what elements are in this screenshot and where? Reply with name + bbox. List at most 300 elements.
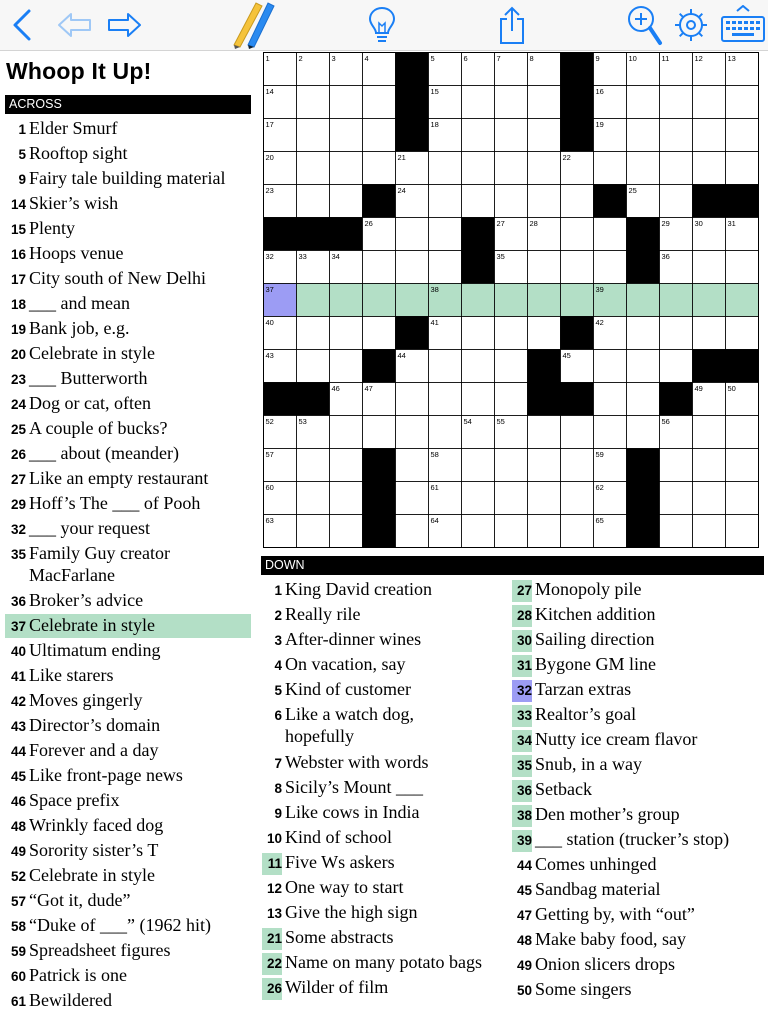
down-clue[interactable] — [512, 878, 764, 902]
grid-cell[interactable] — [363, 119, 396, 152]
grid-cell[interactable] — [429, 350, 462, 383]
clue-text: Sandbag material — [535, 879, 661, 899]
cell-number: 62 — [595, 483, 604, 492]
grid-cell[interactable] — [363, 317, 396, 350]
down-clue[interactable] — [512, 953, 764, 977]
grid-cell[interactable] — [726, 416, 759, 449]
down-clue[interactable] — [262, 851, 508, 875]
grid-cell[interactable] — [528, 251, 561, 284]
grid-cell[interactable] — [429, 185, 462, 218]
settings-gear-icon[interactable] — [671, 0, 711, 50]
cell-number: 11 — [661, 54, 670, 63]
clue-text: Plenty — [29, 218, 76, 238]
grid-cell[interactable] — [495, 86, 528, 119]
cell-number: 46 — [331, 384, 340, 393]
grid-cell[interactable] — [330, 284, 363, 317]
across-clue[interactable] — [5, 764, 251, 788]
across-clue[interactable] — [5, 417, 251, 441]
grid-cell[interactable] — [330, 449, 363, 482]
grid-cell[interactable] — [561, 482, 594, 515]
grid-cell[interactable] — [660, 482, 693, 515]
across-clue[interactable] — [5, 492, 251, 516]
grid-cell[interactable] — [627, 284, 660, 317]
grid-cell[interactable] — [726, 152, 759, 185]
grid-cell[interactable] — [429, 416, 462, 449]
across-clue[interactable] — [5, 989, 251, 1013]
grid-cell[interactable] — [726, 119, 759, 152]
grid-cell[interactable] — [660, 350, 693, 383]
down-clue[interactable] — [262, 653, 508, 677]
across-clue[interactable] — [5, 192, 251, 216]
clue-text: Setback — [535, 779, 592, 799]
clue-text: Den mother’s group — [535, 804, 680, 824]
clue-number: 58 — [10, 919, 26, 934]
grid-cell[interactable] — [297, 515, 330, 548]
clue-text: Webster with words — [285, 752, 429, 772]
previous-word-icon[interactable] — [55, 0, 95, 50]
down-clue[interactable] — [262, 901, 508, 925]
clue-text: Broker’s advice — [29, 590, 144, 610]
clue-number: 10 — [266, 831, 282, 846]
clue-number: 12 — [266, 881, 282, 896]
grid-cell[interactable] — [627, 119, 660, 152]
down-clue[interactable] — [512, 603, 764, 627]
grid-cell[interactable] — [330, 350, 363, 383]
grid-cell[interactable] — [726, 449, 759, 482]
grid-cell[interactable] — [330, 152, 363, 185]
grid-cell[interactable] — [528, 317, 561, 350]
grid-cell[interactable] — [396, 482, 429, 515]
down-clue[interactable] — [262, 976, 508, 1000]
grid-block — [561, 53, 594, 86]
clue-number: 16 — [10, 247, 26, 262]
across-clue[interactable] — [5, 167, 251, 191]
clue-number: 28 — [512, 605, 532, 627]
grid-cell[interactable] — [297, 119, 330, 152]
cell-number: 20 — [265, 153, 274, 162]
grid-block — [660, 383, 693, 416]
cell-number: 7 — [496, 54, 501, 63]
clue-text: Celebrate in style — [29, 865, 155, 885]
clue-text: Hoff’s The ___ of Pooh — [29, 493, 201, 513]
clue-number: 21 — [262, 928, 282, 950]
clue-text: Kind of customer — [285, 679, 411, 699]
grid-cell[interactable] — [693, 251, 726, 284]
zoom-in-icon[interactable] — [624, 0, 664, 50]
cell-number: 49 — [694, 384, 703, 393]
grid-cell[interactable] — [528, 86, 561, 119]
grid-cell[interactable] — [495, 317, 528, 350]
across-clue[interactable] — [5, 292, 251, 316]
across-clue[interactable] — [5, 589, 251, 613]
grid-cell[interactable] — [462, 119, 495, 152]
clue-number: 41 — [10, 669, 26, 684]
grid-cell[interactable] — [396, 449, 429, 482]
down-clue[interactable] — [512, 653, 764, 677]
down-clue[interactable] — [262, 703, 508, 747]
cell-number: 9 — [595, 54, 600, 63]
grid-cell[interactable] — [495, 119, 528, 152]
clue-text: Celebrate in style — [29, 615, 155, 635]
grid-cell[interactable] — [462, 383, 495, 416]
grid-cell[interactable] — [528, 119, 561, 152]
grid-cell[interactable] — [429, 218, 462, 251]
grid-cell[interactable] — [297, 284, 330, 317]
grid-cell[interactable] — [660, 284, 693, 317]
grid-cell[interactable] — [726, 251, 759, 284]
across-clue[interactable] — [5, 342, 251, 366]
across-clue[interactable] — [5, 392, 251, 416]
down-clue[interactable] — [512, 778, 764, 802]
grid-cell[interactable] — [495, 482, 528, 515]
across-clue[interactable] — [5, 889, 251, 913]
down-clue[interactable] — [512, 678, 764, 702]
grid-block — [561, 383, 594, 416]
clue-text: Like front-page news — [29, 765, 183, 785]
grid-cell[interactable] — [396, 251, 429, 284]
grid-cell[interactable] — [462, 449, 495, 482]
across-clue[interactable] — [5, 639, 251, 663]
grid-cell[interactable] — [330, 515, 363, 548]
keyboard-icon[interactable] — [718, 0, 768, 50]
clue-number: 43 — [10, 719, 26, 734]
clue-text: On vacation, say — [285, 654, 406, 674]
across-clue[interactable] — [5, 739, 251, 763]
grid-cell[interactable] — [297, 482, 330, 515]
grid-cell[interactable] — [693, 284, 726, 317]
grid-cell[interactable] — [726, 284, 759, 317]
grid-cell[interactable] — [495, 185, 528, 218]
down-clue[interactable] — [512, 578, 764, 602]
grid-block — [561, 119, 594, 152]
cell-number: 38 — [430, 285, 439, 294]
grid-cell[interactable] — [561, 284, 594, 317]
across-clue[interactable] — [5, 664, 251, 688]
grid-cell[interactable] — [330, 482, 363, 515]
grid-cell[interactable] — [726, 86, 759, 119]
down-clue[interactable] — [262, 578, 508, 602]
grid-cell[interactable] — [594, 251, 627, 284]
clue-number: 44 — [10, 744, 26, 759]
across-clue[interactable] — [5, 689, 251, 713]
grid-cell[interactable] — [594, 383, 627, 416]
down-clue[interactable] — [262, 951, 508, 975]
grid-cell[interactable] — [462, 185, 495, 218]
grid-cell[interactable] — [693, 119, 726, 152]
clue-text: ___ and mean — [29, 293, 130, 313]
grid-cell[interactable] — [396, 416, 429, 449]
across-clue[interactable] — [5, 242, 251, 266]
grid-cell[interactable] — [495, 152, 528, 185]
pencil-pen-icon[interactable] — [224, 0, 284, 50]
clue-number: 36 — [10, 594, 26, 609]
across-clue[interactable] — [5, 317, 251, 341]
down-clue[interactable] — [262, 826, 508, 850]
grid-cell[interactable] — [528, 152, 561, 185]
grid-cell[interactable] — [363, 86, 396, 119]
clue-number: 45 — [516, 883, 532, 898]
grid-cell[interactable] — [627, 317, 660, 350]
grid-cell[interactable] — [726, 515, 759, 548]
cell-number: 4 — [364, 54, 369, 63]
grid-block — [396, 317, 429, 350]
grid-cell[interactable] — [330, 317, 363, 350]
grid-cell[interactable] — [627, 86, 660, 119]
down-clue[interactable] — [512, 903, 764, 927]
grid-cell[interactable] — [693, 416, 726, 449]
down-clue[interactable] — [262, 678, 508, 702]
clue-text: Bewildered — [29, 990, 112, 1010]
grid-cell[interactable] — [330, 416, 363, 449]
grid-cell[interactable] — [297, 317, 330, 350]
grid-cell[interactable] — [297, 449, 330, 482]
grid-cell[interactable] — [462, 350, 495, 383]
grid-block — [528, 350, 561, 383]
clue-number: 35 — [10, 547, 26, 562]
grid-cell[interactable] — [627, 152, 660, 185]
grid-cell[interactable] — [396, 515, 429, 548]
grid-cell[interactable] — [627, 383, 660, 416]
down-clue[interactable] — [512, 703, 764, 727]
clue-number: 1 — [274, 583, 282, 598]
grid-cell[interactable] — [462, 317, 495, 350]
grid-cell[interactable] — [330, 185, 363, 218]
across-clue[interactable] — [5, 467, 251, 491]
grid-cell[interactable] — [693, 449, 726, 482]
cell-number: 16 — [595, 87, 604, 96]
clue-number: 37 — [10, 619, 26, 634]
grid-cell[interactable] — [726, 482, 759, 515]
grid-cell[interactable] — [297, 185, 330, 218]
next-word-icon[interactable] — [104, 0, 144, 50]
grid-cell[interactable] — [363, 152, 396, 185]
grid-cell[interactable] — [297, 152, 330, 185]
across-clue[interactable] — [5, 964, 251, 988]
hint-lightbulb-icon[interactable] — [362, 0, 402, 50]
clue-number: 5 — [274, 683, 282, 698]
grid-cell[interactable] — [627, 416, 660, 449]
cell-number: 26 — [364, 219, 373, 228]
down-clue[interactable] — [262, 628, 508, 652]
down-clue[interactable] — [262, 603, 508, 627]
grid-cell[interactable] — [528, 515, 561, 548]
clue-number: 13 — [266, 906, 282, 921]
clue-text: ___ Butterworth — [29, 368, 148, 388]
grid-cell[interactable] — [693, 86, 726, 119]
across-clue[interactable] — [5, 914, 251, 938]
grid-cell[interactable] — [528, 482, 561, 515]
grid-cell[interactable] — [297, 350, 330, 383]
clue-number: 31 — [512, 655, 532, 677]
grid-cell[interactable] — [495, 284, 528, 317]
clue-number: 39 — [512, 830, 532, 852]
cell-number: 36 — [661, 252, 670, 261]
grid-cell[interactable] — [429, 383, 462, 416]
across-clue[interactable] — [5, 789, 251, 813]
down-clue[interactable] — [512, 928, 764, 952]
cell-number: 41 — [430, 318, 439, 327]
puzzle-title: Whoop It Up! — [6, 58, 152, 84]
grid-cell[interactable] — [693, 482, 726, 515]
share-icon[interactable] — [492, 0, 532, 50]
clue-text: Hoops venue — [29, 243, 124, 263]
cell-number: 27 — [496, 219, 505, 228]
grid-cell[interactable] — [429, 152, 462, 185]
down-clue[interactable] — [262, 876, 508, 900]
across-clue[interactable] — [5, 142, 251, 166]
cell-number: 63 — [265, 516, 274, 525]
across-clue[interactable] — [5, 442, 251, 466]
grid-cell[interactable] — [693, 515, 726, 548]
grid-cell[interactable] — [495, 515, 528, 548]
cell-number: 47 — [364, 384, 373, 393]
clue-number: 49 — [516, 958, 532, 973]
grid-cell[interactable] — [660, 515, 693, 548]
clue-text: Forever and a day — [29, 740, 159, 760]
clue-text: Some abstracts — [285, 927, 394, 947]
grid-cell[interactable] — [462, 152, 495, 185]
clue-text: Rooftop sight — [29, 143, 128, 163]
grid-cell[interactable] — [396, 284, 429, 317]
down-clue[interactable] — [262, 751, 508, 775]
grid-cell[interactable] — [495, 350, 528, 383]
grid-cell[interactable] — [330, 119, 363, 152]
grid-cell[interactable] — [660, 152, 693, 185]
toolbar — [0, 0, 768, 51]
across-clue[interactable] — [5, 864, 251, 888]
across-clue[interactable] — [5, 117, 251, 141]
grid-cell[interactable] — [660, 86, 693, 119]
clue-number: 11 — [262, 853, 282, 875]
clue-text: Sicily’s Mount ___ — [285, 777, 424, 797]
cell-number: 15 — [430, 87, 439, 96]
grid-cell[interactable] — [363, 284, 396, 317]
clue-text: Getting by, with “out” — [535, 904, 695, 924]
grid-cell[interactable] — [528, 185, 561, 218]
down-clue[interactable] — [512, 753, 764, 777]
grid-cell[interactable] — [594, 350, 627, 383]
down-clue[interactable] — [512, 828, 764, 852]
grid-cell[interactable] — [429, 251, 462, 284]
clue-text: Sailing direction — [535, 629, 655, 649]
grid-cell[interactable] — [660, 185, 693, 218]
grid-block — [462, 218, 495, 251]
down-clue[interactable] — [262, 926, 508, 950]
grid-cell[interactable] — [528, 449, 561, 482]
grid-cell[interactable] — [660, 449, 693, 482]
clue-text: ___ about (meander) — [29, 443, 179, 463]
grid-cell[interactable] — [297, 86, 330, 119]
cell-number: 13 — [727, 54, 736, 63]
across-clue[interactable] — [5, 939, 251, 963]
grid-cell[interactable] — [726, 317, 759, 350]
grid-cell[interactable] — [330, 86, 363, 119]
down-clue[interactable] — [262, 801, 508, 825]
across-clue[interactable] — [5, 839, 251, 863]
clue-number: 20 — [10, 347, 26, 362]
grid-cell[interactable] — [462, 515, 495, 548]
grid-cell[interactable] — [462, 86, 495, 119]
cell-number: 40 — [265, 318, 274, 327]
crossword-grid[interactable] — [263, 52, 759, 548]
clue-number: 2 — [274, 608, 282, 623]
grid-cell[interactable] — [660, 317, 693, 350]
grid-cell[interactable] — [561, 449, 594, 482]
across-clue[interactable] — [5, 367, 251, 391]
clue-number: 8 — [274, 781, 282, 796]
grid-cell[interactable] — [495, 449, 528, 482]
grid-cell[interactable] — [693, 317, 726, 350]
grid-cell[interactable] — [693, 152, 726, 185]
clue-number: 3 — [274, 633, 282, 648]
back-arrow-icon[interactable] — [2, 0, 42, 50]
across-clue[interactable] — [5, 614, 251, 638]
grid-cell[interactable] — [561, 515, 594, 548]
grid-cell[interactable] — [660, 119, 693, 152]
across-clue[interactable] — [5, 217, 251, 241]
clue-number: 26 — [262, 978, 282, 1000]
grid-cell[interactable] — [561, 218, 594, 251]
grid-cell[interactable] — [396, 383, 429, 416]
across-header: ACROSS — [5, 95, 251, 114]
grid-block — [264, 383, 297, 416]
grid-cell[interactable] — [594, 218, 627, 251]
grid-cell[interactable] — [462, 482, 495, 515]
clue-number: 6 — [274, 708, 282, 723]
grid-block — [561, 86, 594, 119]
clue-number: 60 — [10, 969, 26, 984]
grid-cell[interactable] — [561, 416, 594, 449]
grid-block — [363, 350, 396, 383]
down-clue[interactable] — [512, 978, 764, 1002]
down-clue[interactable] — [512, 728, 764, 752]
clue-number: 9 — [18, 172, 26, 187]
down-clue[interactable] — [512, 803, 764, 827]
grid-cell[interactable] — [495, 383, 528, 416]
across-clue[interactable] — [5, 814, 251, 838]
grid-cell[interactable] — [528, 284, 561, 317]
across-clue[interactable] — [5, 517, 251, 541]
clue-number: 7 — [274, 756, 282, 771]
clue-text: Snub, in a way — [535, 754, 642, 774]
grid-cell[interactable] — [627, 350, 660, 383]
grid-cell[interactable] — [363, 251, 396, 284]
across-clue[interactable] — [5, 267, 251, 291]
grid-block — [726, 350, 759, 383]
clue-text: ___ station (trucker’s stop) — [535, 829, 730, 849]
across-clue[interactable] — [5, 542, 251, 586]
grid-cell[interactable] — [363, 416, 396, 449]
cell-number: 25 — [628, 186, 637, 195]
across-clue[interactable] — [5, 714, 251, 738]
down-clue[interactable] — [512, 853, 764, 877]
grid-cell[interactable] — [561, 185, 594, 218]
clue-number: 22 — [262, 953, 282, 975]
clue-number: 44 — [516, 858, 532, 873]
grid-cell[interactable] — [561, 251, 594, 284]
grid-cell[interactable] — [594, 152, 627, 185]
clue-text: Monopoly pile — [535, 579, 642, 599]
grid-cell[interactable] — [528, 416, 561, 449]
grid-cell[interactable] — [594, 416, 627, 449]
grid-block — [462, 251, 495, 284]
grid-cell[interactable] — [396, 218, 429, 251]
grid-cell[interactable] — [462, 284, 495, 317]
clue-number: 14 — [10, 197, 26, 212]
clue-number: 52 — [10, 869, 26, 884]
down-clue[interactable] — [512, 628, 764, 652]
down-clue[interactable] — [262, 776, 508, 800]
